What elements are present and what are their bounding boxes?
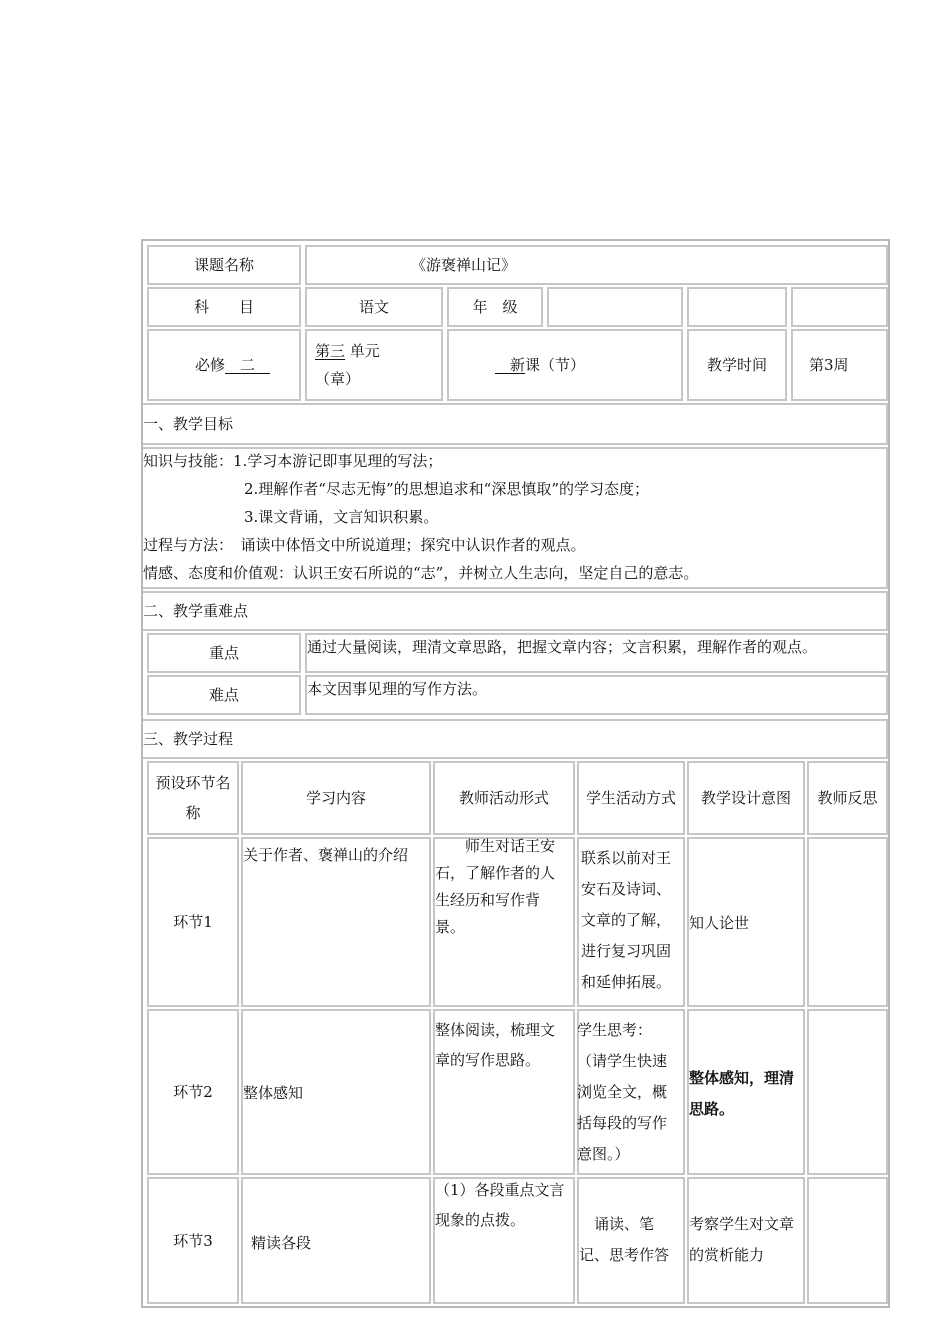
topic-label-cell <box>147 245 301 285</box>
col-header-text: 学生活动方式 <box>585 789 676 807</box>
lesson-plan-table <box>141 239 890 1308</box>
teacher-text: 师生对话王安 石，了解作者的人 生经历和写作背 景。 <box>435 837 556 936</box>
objectives-heading-row <box>143 403 888 445</box>
teacher-text: 整体阅读，梳理文 章的写作思路。 <box>435 1021 556 1069</box>
blank-cell-1 <box>687 287 787 327</box>
teacher-cell <box>433 837 575 1007</box>
student-text: 诵读、笔 记、思考作答 <box>579 1215 670 1264</box>
objectives-body <box>143 447 888 589</box>
objective-line: 过程与方法： 诵读中体悟文中所说道理；探究中认识作者的观点。 <box>143 536 586 554</box>
stage-label: 环节3 <box>173 1231 213 1250</box>
col-header-stage <box>147 761 239 835</box>
subject-value: 语文 <box>358 298 389 316</box>
student-cell <box>577 1009 685 1175</box>
col-header-content <box>241 761 431 835</box>
col-header-text: 教师反思 <box>817 789 878 807</box>
difficulty-text-cell <box>305 675 888 715</box>
student-text: 学生思考： （请学生快速 浏览全文，概 括每段的写作 意图。） <box>577 1021 668 1163</box>
student-cell <box>577 837 685 1007</box>
objective-line: 知识与技能：1.学习本游记即事见理的写法； <box>143 452 443 470</box>
student-cell <box>577 1177 685 1304</box>
book-cell <box>147 329 301 401</box>
difficulty-label-cell <box>147 675 301 715</box>
content-cell <box>241 1177 431 1304</box>
teacher-cell <box>433 1177 575 1304</box>
teacher-text: （1）各段重点文言 现象的点拨。 <box>435 1181 565 1229</box>
objectives-heading: 一、教学目标 <box>143 415 234 433</box>
topic-label: 课题名称 <box>193 256 254 274</box>
subject-value-cell <box>305 287 443 327</box>
content-text: 整体感知 <box>243 1084 304 1102</box>
topic-value-cell <box>305 245 888 285</box>
teacher-cell <box>433 1009 575 1175</box>
stage-label: 环节2 <box>173 1083 213 1101</box>
focus-label: 重点 <box>208 644 239 662</box>
reflect-cell <box>807 837 888 1007</box>
subject-label: 科 目 <box>193 298 254 316</box>
col-header-text: 预设环节名称 <box>155 774 231 822</box>
book-text: 必修 二 <box>195 356 271 374</box>
intent-cell <box>687 1177 805 1304</box>
time-value: 第3周 <box>809 356 849 374</box>
time-label-cell <box>687 329 787 401</box>
objective-line: 2.理解作者“尽志无悔”的思想追求和“深思慎取”的学习态度； <box>244 480 649 498</box>
col-header-student <box>577 761 685 835</box>
content-cell <box>241 837 431 1007</box>
keypoints-heading-row <box>143 591 888 631</box>
col-header-reflect <box>807 761 888 835</box>
stage-cell <box>147 1009 239 1175</box>
lesson-cell <box>447 329 683 401</box>
content-text: 关于作者、褒禅山的介绍 <box>243 846 409 864</box>
grade-label: 年 级 <box>472 298 518 316</box>
grade-value-cell <box>547 287 683 327</box>
stage-label: 环节1 <box>173 913 213 931</box>
keypoints-heading: 二、教学重难点 <box>143 602 249 620</box>
unit-text: 第三 单元 （章） <box>315 342 380 388</box>
blank-cell-2 <box>791 287 888 327</box>
content-text: 精读各段 <box>251 1234 312 1252</box>
stage-cell <box>147 837 239 1007</box>
lesson-text: 新课（节） <box>495 356 586 374</box>
time-value-cell <box>791 329 888 401</box>
col-header-text: 学习内容 <box>305 789 366 807</box>
time-label: 教学时间 <box>706 356 767 374</box>
objective-line: 情感、态度和价值观：认识王安石所说的“志”，并树立人生志向，坚定自己的意志。 <box>143 564 699 582</box>
intent-cell <box>687 1009 805 1175</box>
intent-cell <box>687 837 805 1007</box>
reflect-cell <box>807 1177 888 1304</box>
intent-text: 整体感知，理清 思路。 <box>689 1069 795 1118</box>
intent-text: 知人论世 <box>689 914 750 932</box>
col-header-text: 教师活动形式 <box>458 789 549 807</box>
intent-text: 考察学生对文章 的赏析能力 <box>689 1215 795 1264</box>
col-header-teacher <box>433 761 575 835</box>
reflect-cell <box>807 1009 888 1175</box>
difficulty-text: 本文因事见理的写作方法。 <box>307 680 488 698</box>
difficulty-label: 难点 <box>208 686 239 704</box>
student-text: 联系以前对王 安石及诗词、 文章的了解， 进行复习巩固 和延伸拓展。 <box>581 849 672 991</box>
focus-text-cell <box>305 633 888 673</box>
focus-label-cell <box>147 633 301 673</box>
focus-text: 通过大量阅读，理清文章思路，把握文章内容；文言积累，理解作者的观点。 <box>307 638 818 656</box>
topic-title: 《游褒禅山记》 <box>411 256 517 274</box>
objectives-lines <box>143 447 698 587</box>
process-heading: 三、教学过程 <box>143 730 234 748</box>
subject-label-cell <box>147 287 301 327</box>
unit-cell <box>305 329 443 401</box>
col-header-intent <box>687 761 805 835</box>
col-header-text: 教学设计意图 <box>700 789 791 807</box>
content-cell <box>241 1009 431 1175</box>
process-heading-row <box>143 719 888 759</box>
objective-line: 3.课文背诵，文言知识积累。 <box>244 508 439 526</box>
stage-cell <box>147 1177 239 1304</box>
grade-label-cell <box>447 287 543 327</box>
